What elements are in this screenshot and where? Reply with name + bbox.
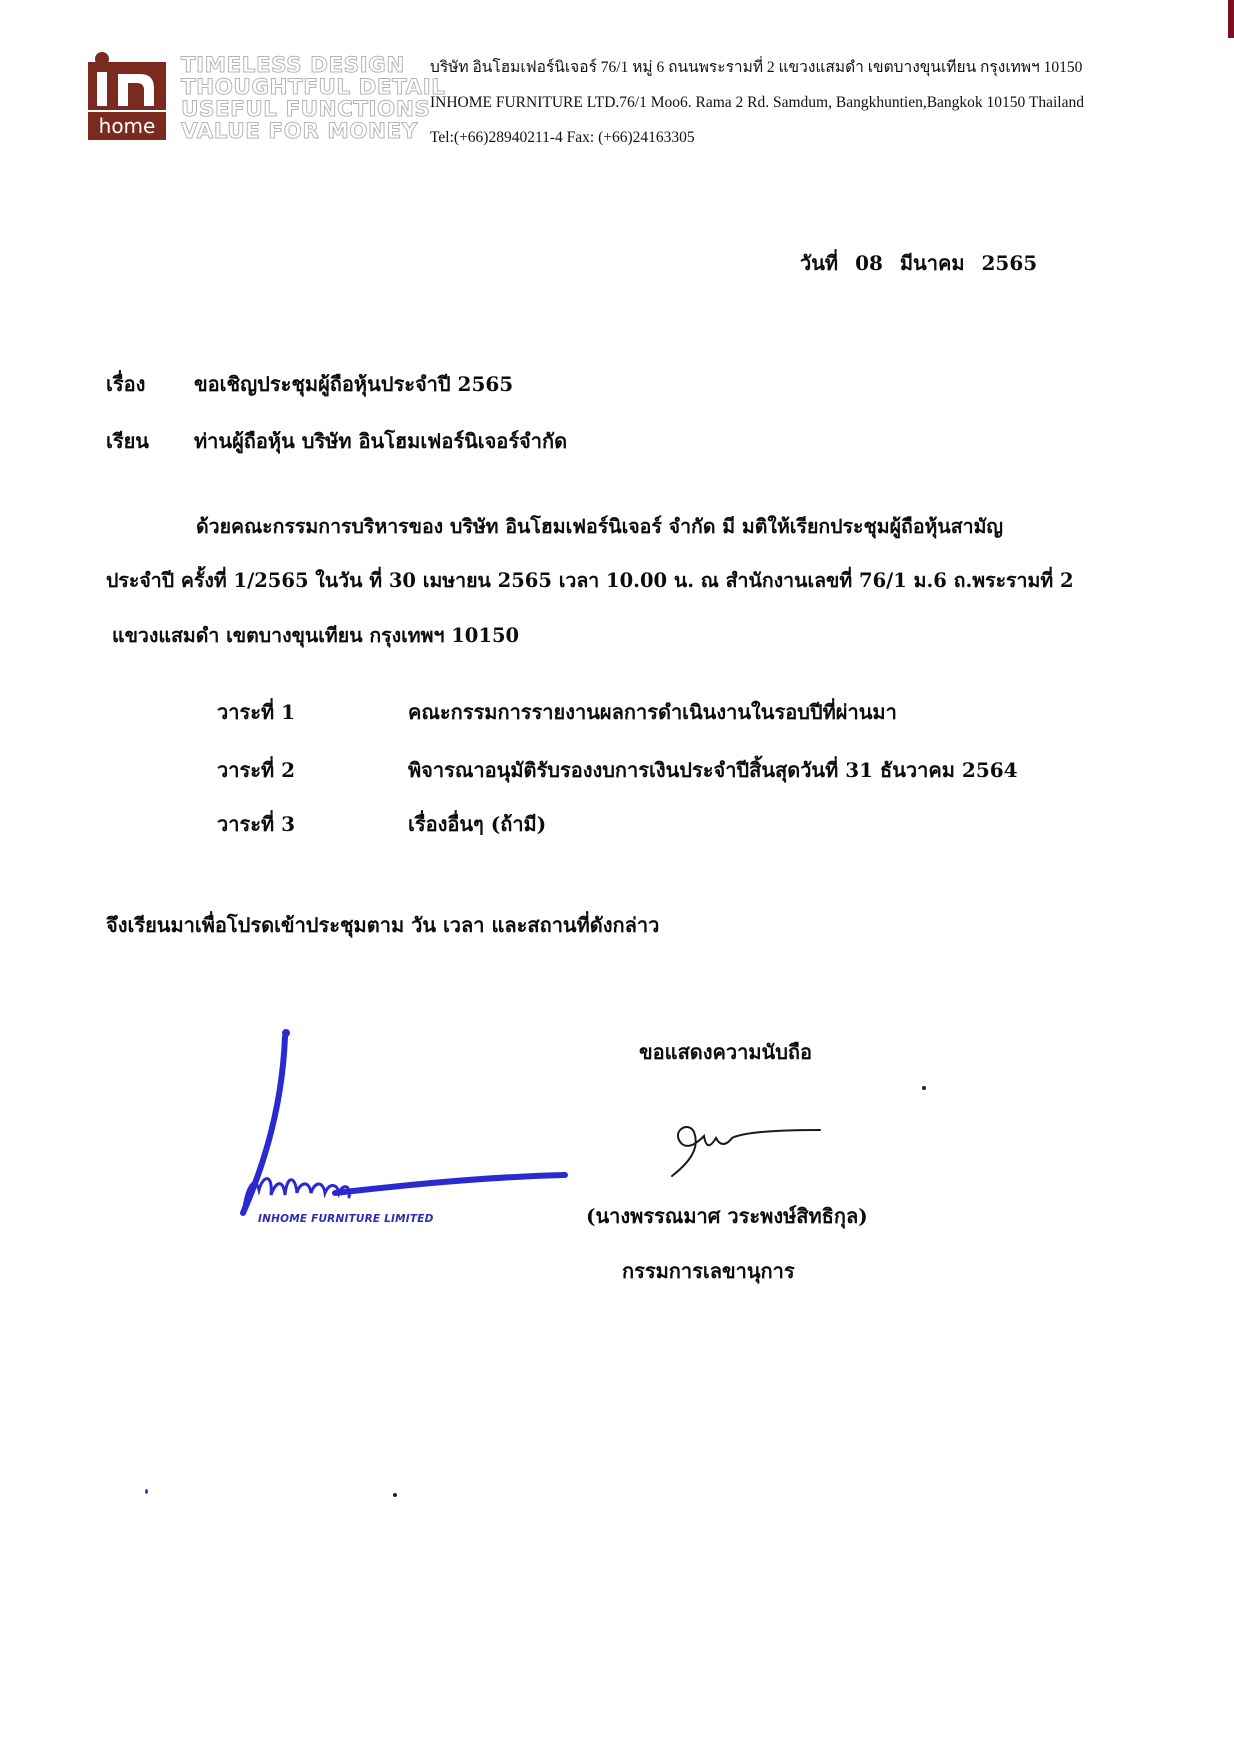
body-line: ด้วยคณะกรรมการบริหารของ บริษัท อินโฮมเฟอร์นิเจอร์ จำกัด มี มติให้เรียกประชุมผู้ถือหุ้นสามัญ xyxy=(196,515,1004,538)
body-line: แขวงแสมดำ เขตบางขุนเทียน กรุงเทพฯ 10150 xyxy=(112,624,520,647)
subject-label: เรื่อง xyxy=(106,372,146,396)
company-stamp xyxy=(225,1025,575,1245)
company-address-thai: บริษัท อินโฮมเฟอร์นิเจอร์ 76/1 หมู่ 6 ถนนพระรามที่ 2 แขวงแสมดำ เขตบางขุนเทียน กรุงเทพฯ 10150 xyxy=(430,59,1083,76)
logo-dot xyxy=(95,52,109,66)
signer-name: (นางพรรณมาศ วระพงษ์สิทธิกุล) xyxy=(586,1204,868,1228)
body-line: ประจำปี ครั้งที่ 1/2565 ในวัน ที่ 30 เมษายน 2565 เวลา 10.00 น. ณ สำนักงานเลขที่ 76/1 ม.6 ถ.พระรามที่ 2 xyxy=(106,569,1074,592)
date-day: 08 xyxy=(855,251,883,275)
scan-edge-mark xyxy=(1228,0,1234,38)
tagline: USEFUL FUNCTIONS xyxy=(181,97,431,122)
logo-home-text: home xyxy=(98,114,156,138)
inhome-logo xyxy=(88,52,166,140)
stamp-swoosh xyxy=(335,1175,565,1193)
tagline: TIMELESS DESIGN xyxy=(181,53,405,78)
agenda-text: คณะกรรมการรายงานผลการดำเนินงานในรอบปีที่ผ่านมา xyxy=(408,700,897,724)
date-month: มีนาคม xyxy=(899,251,965,275)
letter-date xyxy=(800,250,1037,276)
scan-speck xyxy=(145,1489,148,1494)
signer-title: กรรมการเลขานุการ xyxy=(622,1259,795,1283)
company-contact: Tel:(+66)28940211-4 Fax: (+66)24163305 xyxy=(430,129,695,146)
stamp-caption: INHOME FURNITURE LIMITED xyxy=(258,1213,434,1225)
agenda-label: วาระที่ 3 xyxy=(217,812,296,836)
scan-speck xyxy=(922,1086,926,1090)
date-year: 2565 xyxy=(981,251,1038,275)
regards-text: ขอแสดงความนับถือ xyxy=(639,1040,813,1064)
subject-text: ขอเชิญประชุมผู้ถือหุ้นประจำปี 2565 xyxy=(194,372,514,396)
brand-taglines xyxy=(181,53,446,144)
signature-stroke xyxy=(672,1127,820,1176)
logo-divider xyxy=(88,110,166,112)
stamp-script xyxy=(243,1179,349,1213)
tagline: VALUE FOR MONEY xyxy=(181,119,418,144)
closing-sentence: จึงเรียนมาเพื่อโปรดเข้าประชุมตาม วัน เวลา และสถานที่ดังกล่าว xyxy=(106,913,660,937)
tagline: THOUGHTFUL DETAIL xyxy=(181,75,446,100)
recipient-text: ท่านผู้ถือหุ้น บริษัท อินโฮมเฟอร์นิเจอร์จำกัด xyxy=(194,429,568,453)
recipient-label: เรียน xyxy=(106,429,149,453)
agenda-label: วาระที่ 2 xyxy=(217,758,296,782)
agenda-text: พิจารณาอนุมัติรับรองงบการเงินประจำปีสิ้นสุดวันที่ 31 ธันวาคม 2564 xyxy=(408,758,1018,782)
scan-speck xyxy=(393,1493,397,1497)
date-label: วันที่ xyxy=(800,251,839,275)
logo-i-stem xyxy=(97,72,107,106)
agenda-label: วาระที่ 1 xyxy=(217,700,296,724)
agenda-text: เรื่องอื่นๆ (ถ้ามี) xyxy=(408,812,547,836)
stamp-i-dot xyxy=(282,1029,290,1037)
company-address-english: INHOME FURNITURE LTD.76/1 Moo6. Rama 2 Rd. Samdum, Bangkhuntien,Bangkok 10150 Thailand xyxy=(430,94,1084,111)
handwritten-signature xyxy=(660,1118,830,1180)
company-info xyxy=(430,50,1230,155)
